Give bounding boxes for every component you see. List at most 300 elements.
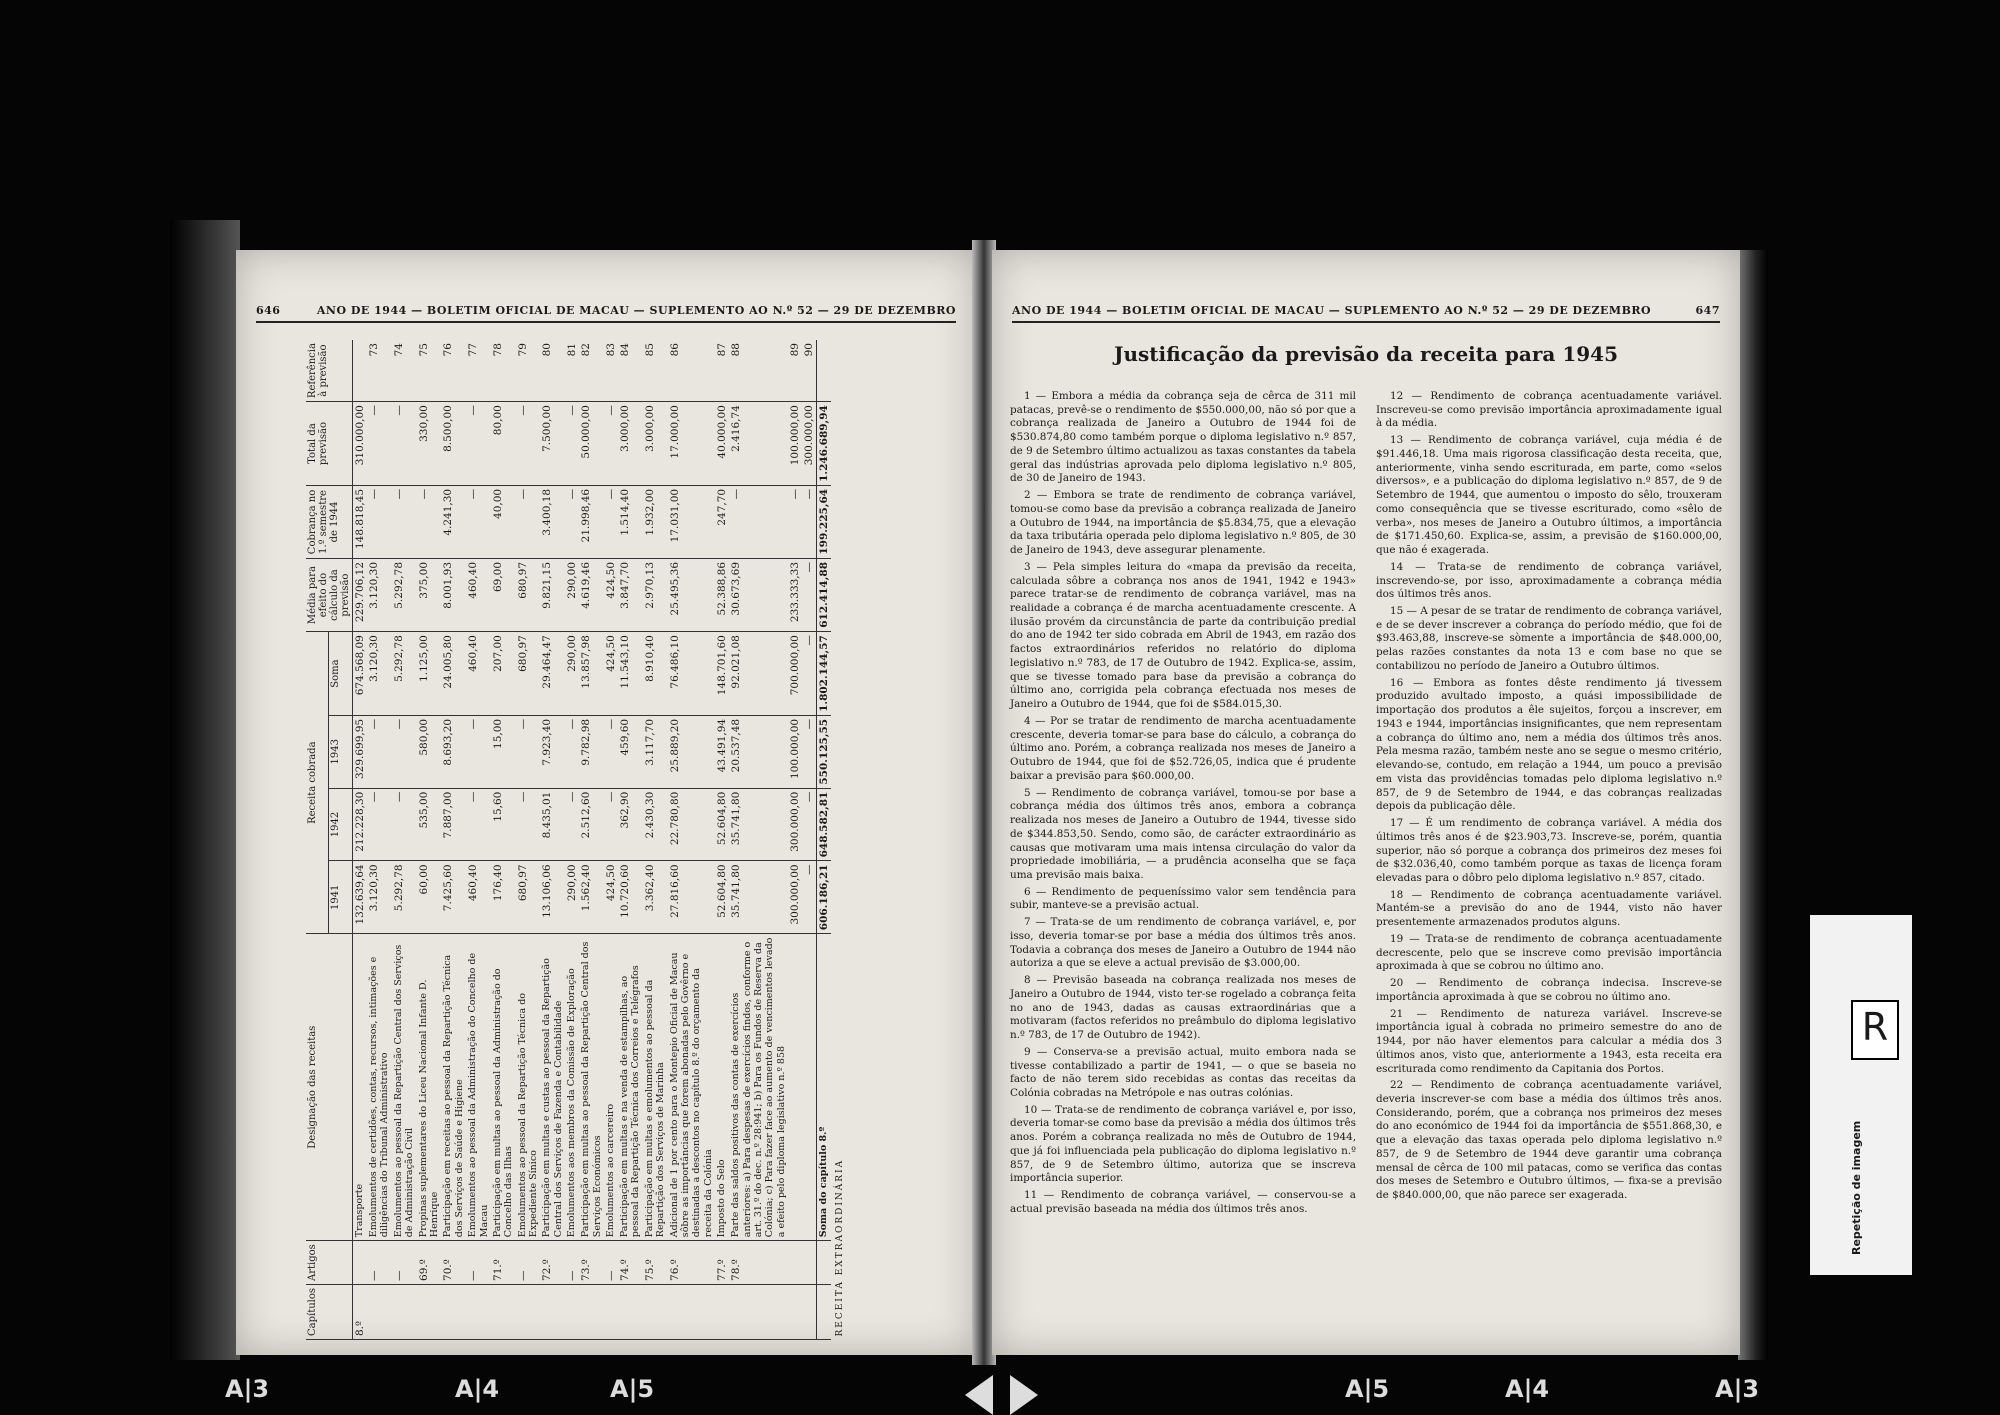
cell-ref: 84 [618,340,643,402]
rotated-table [306,340,946,1340]
justification-paragraph: 4 — Por se tratar de rendimento de marcha acentuadamente crescente, deveria tomar-se para base do cálculo, a cobrança do último ano. Porém, a cobrança realizada nos meses de Janeiro a Outubro de 1944, que foi de $52.726,05, indica que é prudente baixar a previsão para $60.000,00. [1010,714,1356,782]
table-row [392,340,417,1340]
cell-cap [802,1284,817,1339]
left-page [236,250,976,1355]
cell-y1942: 35.741,80 [729,788,788,861]
cell-total: 100.000,00 [788,402,802,486]
marker-4: A|5 [1345,1375,1390,1403]
cell-total: 3.000,00 [618,402,643,486]
cell-cap [367,1284,392,1339]
cell-cap [579,1284,604,1339]
cell-y1941: 290,00 [565,861,579,934]
cell-y1942: 535,00 [417,788,442,861]
table-row [668,340,716,1340]
cell-total: — [466,402,491,486]
cell-cap [715,1284,729,1339]
cell-art: 76.º [668,1241,716,1285]
cell-cap [729,1284,788,1339]
cell-media: 9.821,15 [540,558,565,631]
cell-soma: 207,00 [491,632,516,716]
col-capitulos: Capítulos [306,1284,353,1339]
right-page [992,250,1740,1355]
cell-soma: 680,97 [516,632,541,716]
left-running-head-text: ANO DE 1944 — BOLETIM OFICIAL DE MACAU — SUPLEMENTO AO N.º 52 — 29 DE DEZEMBRO [316,304,956,317]
cell-y1943: — [516,715,541,788]
cell-art: — [466,1241,491,1285]
cell-ref: 90 [802,340,817,402]
justification-paragraph: 8 — Previsão baseada na cobrança realizada nos meses de Janeiro a Outubro de 1944, visto ter-se rogelado a cobrança feita no ano de 1943, dadas as causas extraordinárias que a motivaram (factos referidos no preâmbulo do diploma legislativo n.º 783, de 17 de Outubro de 1942). [1010,974,1356,1042]
justification-paragraph: 14 — Trata-se de rendimento de cobrança variável, inscrevendo-se, por isso, aproximadamente a cobrança média dos últimos três anos. [1376,560,1722,601]
cell-media: 69,00 [491,558,516,631]
cell-desc [788,934,802,1241]
cell-y1941: 424,50 [604,861,618,934]
target-letter: R [1851,1000,1899,1060]
left-page-number: 646 [256,304,281,317]
cell-ref: 83 [604,340,618,402]
col-referencia: Referência à previsão [306,340,353,402]
cell-media: 229.706,12 [353,558,368,631]
cell-cap [417,1284,442,1339]
cell-cap [491,1284,516,1339]
cell-cap [668,1284,716,1339]
cell-media: — [802,558,817,631]
cell-cobr: 1.932,00 [643,485,668,558]
cell-y1942: 212.228,30 [353,788,368,861]
cell-art: 73.º [579,1241,604,1285]
cell-art: 77.º [715,1241,729,1285]
marker-6: A|3 [1715,1375,1760,1403]
cell-ref: 75 [417,340,442,402]
cell-cobr: 1.514,40 [618,485,643,558]
cell-total: — [516,402,541,486]
cell-desc: Participação em multas ao pessoal da Repartição Central dos Serviços Económicos [579,934,604,1241]
justification-paragraph: 1 — Embora a média da cobrança seja de cêrca de 311 mil patacas, prevê-se o rendimento de $550.000,00, não só por que a cobrança realizada de Janeiro a Outubro de 1944 foi de $530.874,80 como também porque o diploma legislativo n.º 857, de 9 de Setembro último actualizou as taxas constantes da tabela geral das indústrias aprovada pelo diploma legislativo n.º 805, de 30 de Janeiro de 1943. [1010,390,1356,485]
cell-cap [466,1284,491,1339]
cell-y1943: — [565,715,579,788]
cell-desc: Transporte [353,934,368,1241]
table-row [618,340,643,1340]
cell-y1943: 7.923,40 [540,715,565,788]
right-running-head [1012,304,1720,323]
cell-cobr: 3.400,18 [540,485,565,558]
cell-soma: 29.464,47 [540,632,565,716]
cell-cap [788,1284,802,1339]
col-total: Total da previsão [306,402,353,486]
cell-art: — [367,1241,392,1285]
cell-soma: 5.292,78 [392,632,417,716]
cell-total: 3.000,00 [643,402,668,486]
cell-cobr: 4.241,30 [441,485,466,558]
book-edge-right [1738,250,1768,1360]
cell-media: 2.970,13 [643,558,668,631]
cell-desc [802,934,817,1241]
justification-paragraph: 20 — Rendimento de cobrança indecisa. Inscreve-se importância aproximada à que se cobrou no último ano. [1376,977,1722,1003]
cell-cobr: 21.998,46 [579,485,604,558]
cell-desc: Adicional de 1 por cento para o Montepio Oficial de Macau sôbre as importâncias que forem abonadas pelo Govêrno e destinadas a descontos no capítulo 8.º do orçamento da receita da Colónia [668,934,716,1241]
cell-y1942: 15,60 [491,788,516,861]
col-designacao: Designação das receitas [306,934,353,1241]
cell-art: 74.º [618,1241,643,1285]
right-running-head-text: ANO DE 1944 — BOLETIM OFICIAL DE MACAU — SUPLEMENTO AO N.º 52 — 29 DE DEZEMBRO [1012,304,1652,317]
cell-total: 17.000,00 [668,402,716,486]
justification-paragraph: 21 — Rendimento de natureza variável. Inscreve-se importância igual à cobrada no primeiro semestre do ano de 1944, por não haver elementos para calcular a média dos 3 últimos anos, visto que, anteriormente a 1943, esta receita era escriturada como rendimento da Capitania dos Portos. [1376,1007,1722,1075]
cell-y1941: — [802,861,817,934]
justification-paragraph: 2 — Embora se trate de rendimento de cobrança variável, tomou-se como base da previsão a cobrança realizada de Janeiro a Outubro de 1944, na importância de $5.834,75, que a elevação da taxa tributária operada pelo diploma legislativo n.º 805, de 30 de Janeiro de 1943, deve assegurar plenamente. [1010,489,1356,557]
cell-cap [604,1284,618,1339]
table-row [491,340,516,1340]
cell-soma: 8.910,40 [643,632,668,716]
table-row [604,340,618,1340]
book-edge-left [170,220,240,1360]
cell-desc: Participação em multas e custas ao pessoal da Repartição Central dos Serviços de Fazenda e Contabilidade [540,934,565,1241]
cell-y1942: 52.604,80 [715,788,729,861]
total-row [817,340,832,1340]
cell-y1941: 27.816,60 [668,861,716,934]
cell-total: 2.416,74 [729,402,788,486]
cell-y1943: — [802,715,817,788]
total-1942: 648.582,81 [817,788,832,861]
cell-desc: Participação em multas e emolumentos ao pessoal da Repartição dos Serviços de Marinha [643,934,668,1241]
cell-total: — [604,402,618,486]
marker-1: A|3 [225,1375,270,1403]
marker-3: A|5 [610,1375,655,1403]
justification-paragraph: 19 — Trata-se de rendimento de cobrança acentuadamente decrescente, pelo que se inscreve como previsão importância aproximada à que se cobrou no último ano. [1376,932,1722,973]
cell-y1941: 132.639,64 [353,861,368,934]
table-row [802,340,817,1340]
cell-art: — [392,1241,417,1285]
table-row [729,340,788,1340]
right-page-number: 647 [1695,304,1720,317]
total-desc: Soma do capítulo 8.º [817,934,832,1241]
cell-ref: 78 [491,340,516,402]
cell-total: 300.000,00 [802,402,817,486]
justification-paragraph: 3 — Pela simples leitura do «mapa da previsão da receita, calculada sôbre a cobrança nos anos de 1941, 1942 e 1943» parece tratar-se de rendimento de cobrança variável, mas na realidade a cobrança é de marcha acentuadamente crescente. A ilusão provém da circunstância de parte da contribuição predial do ano de 1942 ter sido cobrada em Abril de 1943, em razão dos factos extraordinários referidos no relatório do diploma legislativo n.º 783, de 17 de Outubro de 1942. Explica-se, assim, que se tivesse tomado para base da previsão a cobrança do último ano, corrigida pela cobrança efectuada nos meses de Janeiro a Outubro de 1944, que foi de $584.015,30. [1010,560,1356,711]
arrow-right-icon [1010,1375,1038,1415]
cell-cap [618,1284,643,1339]
cell-y1941: 3.120,30 [367,861,392,934]
target-label: Repetição de imagem [1850,1120,1863,1255]
cell-y1943: 459,60 [618,715,643,788]
cell-desc: Participação em multas ao pessoal da Administração do Concelho das Ilhas [491,934,516,1241]
table-row [441,340,466,1340]
cell-ref: 76 [441,340,466,402]
col-1942: 1942 [329,788,353,861]
cell-y1943: — [367,715,392,788]
cell-y1943: 15,00 [491,715,516,788]
cell-art: 69.º [417,1241,442,1285]
cell-media: 460,40 [466,558,491,631]
cell-y1941: 52.604,80 [715,861,729,934]
col-receita-cobrada: Receita cobrada [306,632,329,934]
cell-art [802,1241,817,1285]
col-1943: 1943 [329,715,353,788]
cell-desc: Emolumentos ao pessoal da Repartição Central dos Serviços de Administração Civil [392,934,417,1241]
cell-ref: 74 [392,340,417,402]
cell-soma: 76.486,10 [668,632,716,716]
cell-total: 80,00 [491,402,516,486]
cell-ref [353,340,368,402]
cell-cobr: — [604,485,618,558]
cell-art: 70.º [441,1241,466,1285]
cell-desc: Imposto do Selo [715,934,729,1241]
cell-total: — [367,402,392,486]
cell-y1941: 5.292,78 [392,861,417,934]
col-cobranca: Cobrança no 1.º semestre de 1944 [306,485,353,558]
cell-cobr: 17.031,00 [668,485,716,558]
col-media: Média para efeito do cálculo da previsão [306,558,353,631]
cell-soma: 424,50 [604,632,618,716]
cell-cobr: 148.818,45 [353,485,368,558]
cell-media: 4.619,46 [579,558,604,631]
cell-soma: 24.005,80 [441,632,466,716]
cell-y1943: — [604,715,618,788]
cell-media: 30.673,69 [729,558,788,631]
cell-y1943: 43.491,94 [715,715,729,788]
cell-media: 25.495,36 [668,558,716,631]
cell-ref: 80 [540,340,565,402]
cell-desc: Emolumentos ao pessoal da Administração do Concelho de Macau [466,934,491,1241]
col-artigos: Artigos [306,1241,353,1285]
cell-ref: 81 [565,340,579,402]
total-total: 1.246.689,94 [817,402,832,486]
justification-columns [1010,390,1722,1220]
cell-art [788,1241,802,1285]
cell-media: 680,97 [516,558,541,631]
cell-media: 424,50 [604,558,618,631]
cell-art: 78.º [729,1241,788,1285]
table-row [367,340,392,1340]
cell-soma: 1.125,00 [417,632,442,716]
justification-column-1 [1010,390,1356,1220]
cell-cap [540,1284,565,1339]
cell-art: 71.º [491,1241,516,1285]
cell-ref: 79 [516,340,541,402]
cell-media: 3.847,70 [618,558,643,631]
cell-y1941: 300.000,00 [788,861,802,934]
cell-soma: 460,40 [466,632,491,716]
marker-2: A|4 [455,1375,500,1403]
cell-y1942: — [802,788,817,861]
cell-media: 52.388,86 [715,558,729,631]
table-row [466,340,491,1340]
cell-y1941: 35.741,80 [729,861,788,934]
col-1941: 1941 [329,861,353,934]
total-cobranca: 199.225,64 [817,485,832,558]
justification-paragraph: 5 — Rendimento de cobrança variável, tomou-se por base a cobrança média dos últimos três anos, embora a cobrança realizada nos meses de Janeiro a Outubro de 1944, tivesse sido de $344.853,50. Sendo, como são, de carácter extraordinário as causas que motivaram uma mais intensa circulação do valor da propriedade imobiliária, — a prudência aconselha que se faça uma previsão mais baixa. [1010,786,1356,881]
cell-ref: 88 [729,340,788,402]
cell-ref: 87 [715,340,729,402]
revenue-table-body [353,340,817,1340]
cell-desc: Emolumentos de certidões, contas, recursos, intimações e diligências do Tribunal Administrativo [367,934,392,1241]
cell-y1942: 2.512,60 [579,788,604,861]
cell-y1943: — [466,715,491,788]
cell-cobr: 40,00 [491,485,516,558]
cell-soma: 11.543,10 [618,632,643,716]
justification-paragraph: 9 — Conserva-se a previsão actual, muito embora nada se tivesse contabilizado a partir de 1941, — o que se baseia no facto de não terem sido recebidas as contas das receitas da Colónia cobradas na Metrópole e nas outras colónias. [1010,1045,1356,1099]
cell-soma: 700.000,00 [788,632,802,716]
cell-y1941: 60,00 [417,861,442,934]
cell-ref: 82 [579,340,604,402]
cell-soma: 674.568,09 [353,632,368,716]
cell-y1943: 580,00 [417,715,442,788]
cell-cobr: — [367,485,392,558]
table-row [353,340,368,1340]
table-row [417,340,442,1340]
table-row [579,340,604,1340]
cell-total: 310.000,00 [353,402,368,486]
cell-art: 75.º [643,1241,668,1285]
cell-cobr: — [516,485,541,558]
cell-art: — [604,1241,618,1285]
cell-cobr: — [466,485,491,558]
justification-paragraph: 12 — Rendimento de cobrança acentuadamente variável. Inscreveu-se como previsão importância aproximadamente igual à da média. [1376,390,1722,430]
table-row [788,340,802,1340]
cell-y1943: 8.693,20 [441,715,466,788]
cell-y1942: — [392,788,417,861]
cell-cap [516,1284,541,1339]
arrow-left-icon [965,1375,993,1415]
table-row [540,340,565,1340]
total-soma: 1.802.144,57 [817,632,832,716]
rotated-table-wrap [306,340,946,1340]
justification-paragraph: 11 — Rendimento de cobrança variável, — conservou-se a actual previsão baseada na média dos últimos três anos. [1010,1189,1356,1215]
justification-paragraph: 16 — Embora as fontes dêste rendimento já tivessem produzido avultado imposto, a quási impossibilidade de importação dos produtos a êle sujeitos, forçou a inscrever, em 1943 e 1944, importâncias insignificantes, que nem representam a cobrança do último ano, nem a média dos últimos três anos. Pela mesma razão, também neste ano se segue o mesmo critério, elevando-se, contudo, em relação a 1944, um pouco a previsão em vista das providências tomadas pelo diploma legislativo n.º 857, de 9 de Setembro de 1944, e das cobranças realizadas depois da publicação dêle. [1376,676,1722,813]
cell-media: 5.292,78 [392,558,417,631]
cell-y1941: 10.720,60 [618,861,643,934]
cell-y1942: — [367,788,392,861]
cell-desc: Participação em receitas ao pessoal da Repartição Técnica dos Serviços de Saúde e Higiene [441,934,466,1241]
cell-soma: — [802,632,817,716]
cell-cap [565,1284,579,1339]
cell-ref: 77 [466,340,491,402]
cell-desc: Propinas suplementares do Liceu Nacional Infante D. Henrique [417,934,442,1241]
left-running-head [256,304,956,323]
cell-media: 3.120,30 [367,558,392,631]
cell-cobr: — [802,485,817,558]
justification-paragraph: 13 — Rendimento de cobrança variável, cuja média é de $91.446,18. Uma mais rigorosa classificação desta receita, que, anteriormente, vinha sendo escriturada, em parte, como «selos diversos», e a publicação do diploma legislativo n.º 857, de 9 de Setembro de 1944, que aumentou o imposto do sêlo, trouxeram como consequência que se tivesse escriturado, como «sêlo de verba», nos meses de Janeiro a Outubro últimos, a importância de $171.450,60. Explica-se, assim, a previsão de $160.000,00, que não é exagerada. [1376,434,1722,557]
cell-soma: 13.857,98 [579,632,604,716]
total-1941: 606.186,21 [817,861,832,934]
total-1943: 550.125,55 [817,715,832,788]
cell-cobr: — [565,485,579,558]
cell-media: 8.001,93 [441,558,466,631]
cell-y1942: 7.887,00 [441,788,466,861]
justification-paragraph: 22 — Rendimento de cobrança acentuadamente variável, deveria inscrever-se com base a média dos últimos três anos. Considerando, porém, que a cobrança nos primeiros dez meses do ano económico de 1944 foi da importância de $551.868,30, e que a elevação das taxas operada pelo diploma legislativo n.º 857, de 9 de Setembro de 1944 deve garantir uma cobrança mensal de cêrca de 100 mil patacas, como se verifica das contas dos meses de Setembro e Outubro últimos, — fixa-se a previsão de $840.000,00, que não parece ser exagerada. [1376,1079,1722,1202]
cell-y1942: 2.430,30 [643,788,668,861]
cell-cap [392,1284,417,1339]
cell-y1942: 22.780,80 [668,788,716,861]
cell-cobr: — [392,485,417,558]
cell-media: 375,00 [417,558,442,631]
cell-cobr: — [729,485,788,558]
revenue-table [306,340,846,1340]
cell-y1941: 1.562,40 [579,861,604,934]
cell-soma: 3.120,30 [367,632,392,716]
cell-y1942: — [466,788,491,861]
cell-y1943: 20.537,48 [729,715,788,788]
cell-art: 72.º [540,1241,565,1285]
cell-ref: 89 [788,340,802,402]
table-row [516,340,541,1340]
justification-paragraph: 18 — Rendimento de cobrança acentuadamente variável. Mantém-se a previsão do ano de 1944, visto não haver presentemente armazenados produtos alguns. [1376,888,1722,929]
cell-desc: Emolumentos aos membros da Comissão de Exploração [565,934,579,1241]
cell-soma: 92.021,08 [729,632,788,716]
cell-total: 8.500,00 [441,402,466,486]
cell-y1942: — [565,788,579,861]
justification-paragraph: 10 — Trata-se de rendimento de cobrança variável e, por isso, deveria tomar-se como base da previsão a média dos últimos três anos. Porém a cobrança realizada no mês de Outubro de 1944, que já foi influenciada pela publicação do diploma legislativo n.º 857, de 9 de Setembro último, autoriza que se inscreva importância superior. [1010,1103,1356,1185]
cell-soma: 290,00 [565,632,579,716]
cell-cap [441,1284,466,1339]
cell-desc: Participação em multas e na venda de estampilhas, ao pessoal da Repartição Técnica dos Correios e Telégrafos [618,934,643,1241]
cell-y1943: 9.782,98 [579,715,604,788]
cell-ref: 73 [367,340,392,402]
cell-y1941: 176,40 [491,861,516,934]
cell-ref: 86 [668,340,716,402]
cell-art: — [516,1241,541,1285]
justification-paragraph: 15 — A pesar de se tratar de rendimento de cobrança variável, e de se dever inscrever a cobrança do período médio, que foi de $93.463,88, inscreve-se sòmente a importância de $48.000,00, pelas razões constantes da nota 13 e com base no que se contabilizou no período de Janeiro a Outubro últimos. [1376,605,1722,672]
cell-total: — [565,402,579,486]
cell-desc: Parte das saldos positivos das contas de exercícios anteriores: a) Para despesas de exercícios findos, conforme o art. 31.º do dec. n.º 28:941; b) Para os Fundos de Reserva da Colónia; c) Para fazer face ao aumento de vencimentos levado a efeito pelo diploma legislativo n.º 858 [729,934,788,1241]
cell-ref: 85 [643,340,668,402]
cell-y1943: 3.117,70 [643,715,668,788]
justification-paragraph: 6 — Rendimento de pequeníssimo valor sem tendência para subir, manteve-se a previsão actual. [1010,885,1356,912]
cell-y1942: 300.000,00 [788,788,802,861]
cell-y1943: 25.889,20 [668,715,716,788]
cell-cobr: — [417,485,442,558]
cell-cobr: — [788,485,802,558]
col-soma: Soma [329,632,353,716]
cell-y1942: — [516,788,541,861]
repetition-target-card [1810,915,1912,1275]
cell-y1941: 13.106,06 [540,861,565,934]
cell-total: 330,00 [417,402,442,486]
justification-paragraph: 17 — É um rendimento de cobrança variável. A média dos últimos três anos é de $23.903,73. Inscreve-se, porém, quantia superior, não só porque a cobrança dos primeiros dez meses foi de $32.036,40, como também porque as taxas de licença foram elevadas para o dôbro pelo diploma legislativo n.º 857, citado. [1376,817,1722,884]
cell-y1941: 3.362,40 [643,861,668,934]
footer-note: RECEITA EXTRAORDINÁRIA [835,1158,846,1337]
cell-desc: Emolumentos ao carcereiro [604,934,618,1241]
table-row [565,340,579,1340]
cell-y1943: 100.000,00 [788,715,802,788]
cell-cap: 8.º [353,1284,368,1339]
cell-y1942: 8.435,01 [540,788,565,861]
table-row [643,340,668,1340]
cell-y1941: 460,40 [466,861,491,934]
cell-y1941: 680,97 [516,861,541,934]
cell-media: 290,00 [565,558,579,631]
cell-cobr: 247,70 [715,485,729,558]
cell-y1943: 329.699,95 [353,715,368,788]
justification-column-2 [1376,390,1722,1220]
page-title: Justificação da previsão da receita para 1945 [1113,342,1618,366]
cell-total: 50.000,00 [579,402,604,486]
cell-cap [643,1284,668,1339]
cell-soma: 148.701,60 [715,632,729,716]
cell-media: 233.333,33 [788,558,802,631]
cell-y1943: — [392,715,417,788]
cell-y1941: 7.425,60 [441,861,466,934]
cell-total: 40.000,00 [715,402,729,486]
cell-total: — [392,402,417,486]
cell-art [353,1241,368,1285]
justification-paragraph: 7 — Trata-se de um rendimento de cobrança variável, e, por isso, deveria tomar-se por base a média dos últimos três anos. Todavia a cobrança dos meses de Janeiro a Outubro de 1944 não autoriza a que se eleve a actual previsão de $3.000,00. [1010,916,1356,970]
marker-5: A|4 [1505,1375,1550,1403]
cell-art: — [565,1241,579,1285]
table-row [715,340,729,1340]
cell-y1942: 362,90 [618,788,643,861]
cell-desc: Emolumentos ao pessoal da Repartição Técnica do Expediente Sínico [516,934,541,1241]
cell-y1942: — [604,788,618,861]
cell-total: 7.500,00 [540,402,565,486]
